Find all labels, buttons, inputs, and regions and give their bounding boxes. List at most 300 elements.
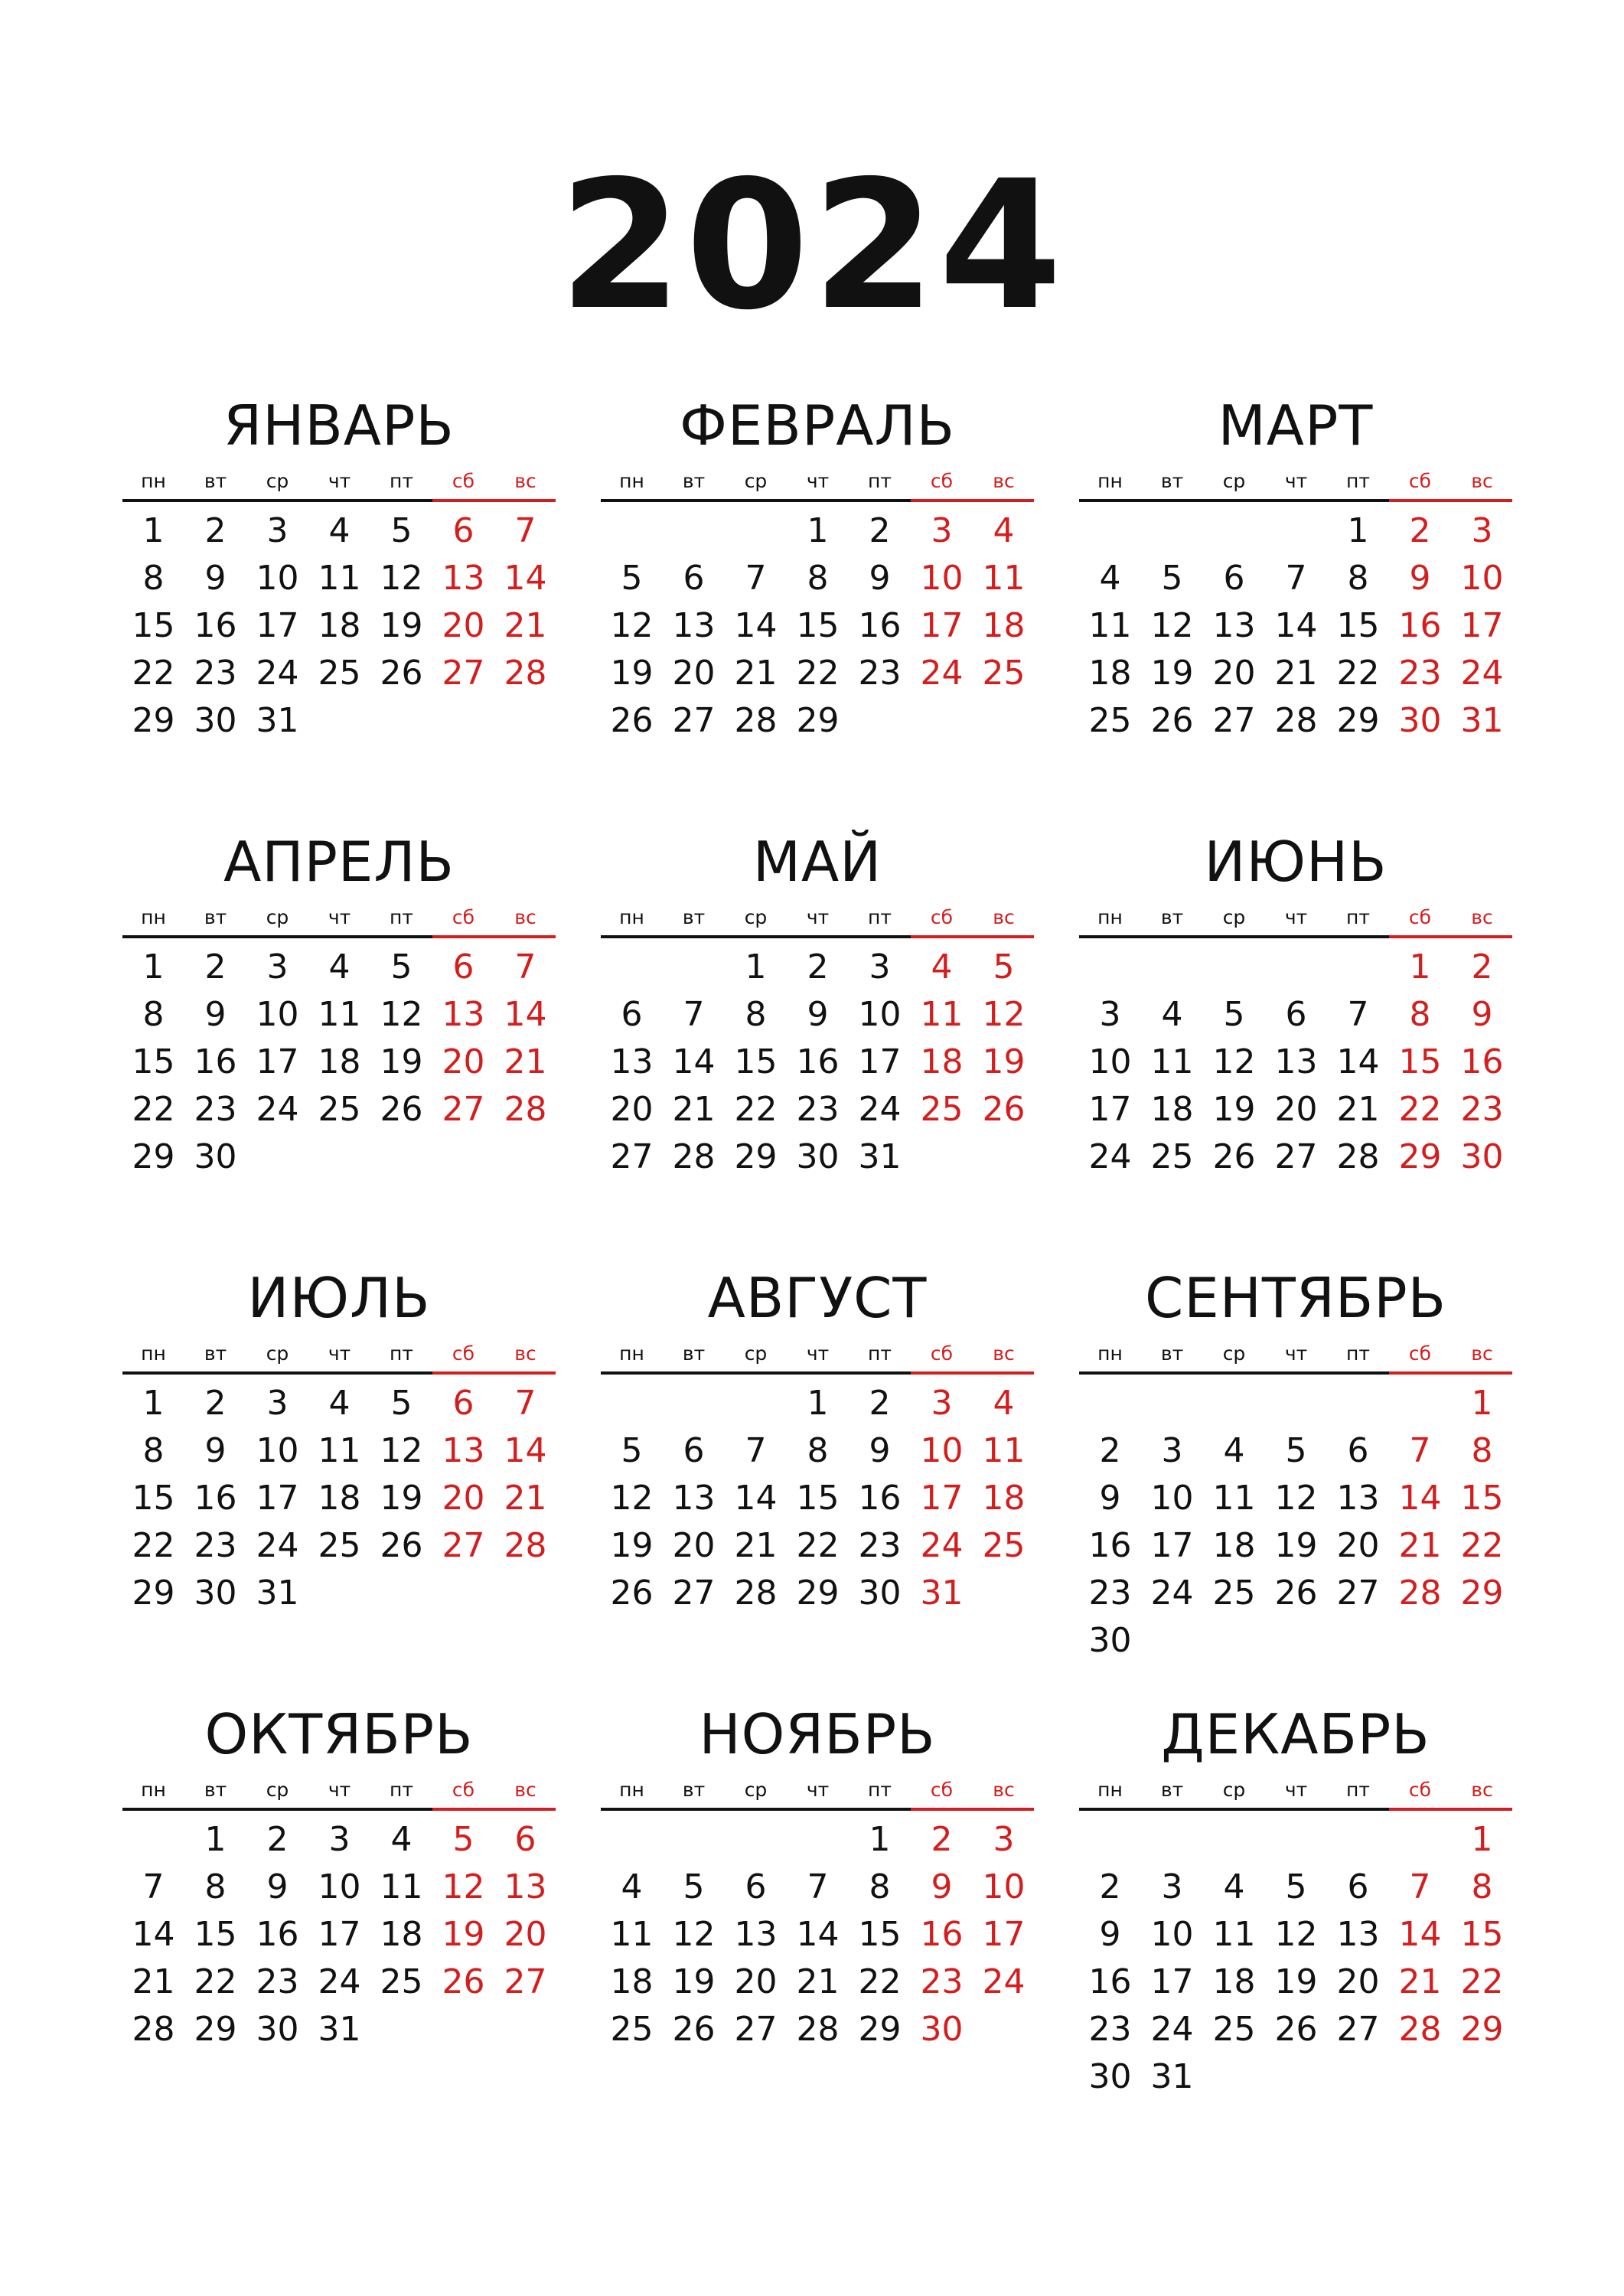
day-cell: 5	[390, 1384, 413, 1423]
day-cell: 25	[982, 1526, 1026, 1565]
day-cell: 1	[745, 947, 767, 987]
weekday-label: вс	[1471, 470, 1493, 492]
weekday-label: вс	[514, 1779, 536, 1801]
day-cell: 21	[1398, 1962, 1442, 2001]
weekday-label: пн	[1097, 470, 1123, 492]
day-cell: 7	[514, 511, 536, 550]
day-cell: 5	[390, 511, 413, 550]
day-cell: 12	[380, 995, 423, 1034]
day-cell: 21	[504, 1042, 547, 1081]
weekday-label: ср	[266, 1342, 289, 1365]
weekday-label: пт	[1346, 1779, 1370, 1801]
day-cell: 30	[1460, 1137, 1504, 1176]
day-cell: 10	[256, 995, 299, 1034]
weekday-label: ср	[1222, 906, 1246, 928]
day-cell: 25	[610, 2010, 654, 2049]
day-cell: 16	[1088, 1962, 1132, 2001]
weekday-header	[1079, 468, 1512, 494]
weekday-label: пт	[390, 1779, 413, 1801]
day-cell: 10	[920, 1431, 964, 1470]
day-cell: 30	[1088, 2057, 1132, 2096]
day-cell: 14	[504, 559, 547, 598]
day-cell: 21	[1398, 1526, 1442, 1565]
month-block	[1079, 1266, 1531, 1668]
weekday-label: вт	[682, 470, 706, 492]
day-cell: 28	[734, 701, 778, 740]
day-cell: 22	[1460, 1526, 1504, 1565]
day-cell: 23	[1088, 2010, 1132, 2049]
day-cell: 7	[514, 947, 536, 987]
day-cell: 6	[621, 995, 643, 1034]
weekday-label: чт	[328, 906, 351, 928]
weekday-header	[1079, 905, 1512, 931]
day-cell: 31	[858, 1137, 902, 1176]
day-cell: 19	[380, 606, 423, 645]
weekend-divider	[432, 1808, 556, 1811]
day-cell: 24	[982, 1962, 1026, 2001]
day-cell: 16	[194, 1479, 237, 1518]
day-cell: 13	[1336, 1479, 1380, 1518]
day-cell: 8	[1471, 1431, 1493, 1470]
day-cell: 22	[1336, 654, 1380, 693]
day-cell: 10	[256, 559, 299, 598]
day-cell: 8	[142, 559, 165, 598]
weekday-label: ср	[744, 470, 768, 492]
day-cell: 1	[204, 1820, 227, 1859]
day-cell: 5	[993, 947, 1015, 987]
day-cell: 4	[1099, 559, 1121, 598]
weekday-label: вс	[514, 906, 536, 928]
day-cell: 27	[442, 1090, 485, 1129]
day-cell: 30	[858, 1574, 902, 1613]
day-cell: 14	[1274, 606, 1318, 645]
month-name: АПРЕЛЬ	[223, 830, 455, 894]
day-cell: 16	[1460, 1042, 1504, 1081]
weekday-label: вт	[1160, 906, 1184, 928]
day-cell: 3	[931, 511, 953, 550]
day-cell: 31	[920, 1574, 964, 1613]
day-cell: 13	[672, 606, 716, 645]
day-cell: 6	[1347, 1431, 1369, 1470]
day-cell: 8	[745, 995, 767, 1034]
day-cell: 15	[1460, 1915, 1504, 1954]
day-cell: 18	[380, 1915, 423, 1954]
day-cell: 6	[452, 511, 474, 550]
day-cell: 4	[931, 947, 953, 987]
day-cell: 28	[1398, 1574, 1442, 1613]
weekday-label: ср	[744, 1342, 768, 1365]
month-block	[601, 393, 1052, 796]
weekday-label: сб	[930, 1779, 954, 1801]
day-cell: 24	[920, 654, 964, 693]
day-cell: 28	[504, 1090, 547, 1129]
day-cell: 30	[796, 1137, 840, 1176]
day-cell: 26	[672, 2010, 716, 2049]
day-cell: 15	[132, 606, 175, 645]
day-cell: 20	[1336, 1526, 1380, 1565]
weekday-header	[122, 468, 556, 494]
day-cell: 10	[318, 1867, 361, 1906]
day-cell: 14	[132, 1915, 175, 1954]
day-cell: 15	[858, 1915, 902, 1954]
day-cell: 24	[1150, 1574, 1194, 1613]
month-block	[1079, 393, 1531, 796]
day-cell: 22	[132, 654, 175, 693]
day-cell: 5	[390, 947, 413, 987]
day-cell: 1	[142, 947, 165, 987]
day-cell: 29	[132, 1137, 175, 1176]
day-cell: 3	[993, 1820, 1015, 1859]
day-cell: 6	[745, 1867, 767, 1906]
day-cell: 2	[869, 1384, 891, 1423]
day-cell: 26	[1150, 701, 1194, 740]
weekday-label: чт	[1284, 1342, 1308, 1365]
weekday-label: пт	[390, 1342, 413, 1365]
day-cell: 20	[672, 1526, 716, 1565]
day-cell: 3	[931, 1384, 953, 1423]
day-cell: 27	[672, 1574, 716, 1613]
weekday-label: пт	[390, 470, 413, 492]
weekday-label: чт	[328, 470, 351, 492]
weekday-label: пт	[868, 1779, 892, 1801]
day-cell: 11	[1150, 1042, 1194, 1081]
day-cell: 25	[380, 1962, 423, 2001]
day-cell: 29	[1460, 2010, 1504, 2049]
weekday-label: пт	[1346, 470, 1370, 492]
weekday-label: пн	[619, 906, 644, 928]
day-cell: 17	[920, 1479, 964, 1518]
day-cell: 11	[982, 559, 1026, 598]
day-cell: 10	[982, 1867, 1026, 1906]
day-cell: 25	[318, 1090, 361, 1129]
day-cell: 6	[452, 1384, 474, 1423]
day-cell: 16	[1398, 606, 1442, 645]
day-cell: 27	[1274, 1137, 1318, 1176]
weekday-header	[601, 905, 1034, 931]
day-cell: 6	[1347, 1867, 1369, 1906]
day-cell: 14	[1336, 1042, 1380, 1081]
weekday-label: вт	[204, 470, 227, 492]
day-cell: 28	[132, 2010, 175, 2049]
day-cell: 4	[621, 1867, 643, 1906]
day-cell: 26	[380, 654, 423, 693]
day-cell: 5	[452, 1820, 474, 1859]
day-cell: 9	[1099, 1479, 1121, 1518]
day-cell: 12	[1212, 1042, 1256, 1081]
day-cell: 12	[380, 1431, 423, 1470]
day-cell: 18	[318, 1042, 361, 1081]
month-block	[601, 1266, 1052, 1668]
day-cell: 23	[920, 1962, 964, 2001]
day-cell: 15	[1336, 606, 1380, 645]
day-cell: 23	[1460, 1090, 1504, 1129]
day-cell: 8	[204, 1867, 227, 1906]
day-cell: 14	[1398, 1915, 1442, 1954]
weekday-label: пт	[1346, 1342, 1370, 1365]
day-cell: 13	[442, 1431, 485, 1470]
day-cell: 17	[858, 1042, 902, 1081]
weekend-divider	[432, 1371, 556, 1375]
day-cell: 2	[204, 947, 227, 987]
day-cell: 9	[1409, 559, 1431, 598]
weekday-header	[601, 1777, 1034, 1803]
day-cell: 19	[610, 654, 654, 693]
day-cell: 8	[1409, 995, 1431, 1034]
day-cell: 22	[132, 1090, 175, 1129]
weekday-label: вт	[1160, 1779, 1184, 1801]
day-cell: 27	[442, 1526, 485, 1565]
weekday-label: сб	[452, 1779, 475, 1801]
day-cell: 25	[318, 654, 361, 693]
day-cell: 8	[869, 1867, 891, 1906]
day-cell: 21	[504, 606, 547, 645]
day-cell: 20	[442, 606, 485, 645]
day-cell: 4	[390, 1820, 413, 1859]
weekend-divider	[432, 935, 556, 938]
day-cell: 12	[380, 559, 423, 598]
day-cell: 31	[256, 1574, 299, 1613]
day-cell: 29	[796, 701, 840, 740]
weekday-label: сб	[1408, 1779, 1432, 1801]
day-cell: 16	[194, 1042, 237, 1081]
weekday-label: чт	[1284, 1779, 1308, 1801]
day-cell: 24	[858, 1090, 902, 1129]
day-cell: 3	[266, 1384, 289, 1423]
day-cell: 21	[1274, 654, 1318, 693]
day-cell: 24	[256, 1090, 299, 1129]
weekday-label: вс	[1471, 1779, 1493, 1801]
month-block	[122, 830, 574, 1232]
day-cell: 26	[1212, 1137, 1256, 1176]
day-cell: 21	[504, 1479, 547, 1518]
month-name: ЯНВАРЬ	[223, 393, 455, 458]
day-cell: 19	[982, 1042, 1026, 1081]
weekday-label: пн	[1097, 1342, 1123, 1365]
day-cell: 29	[734, 1137, 778, 1176]
day-cell: 11	[318, 995, 361, 1034]
day-cell: 31	[256, 701, 299, 740]
day-cell: 9	[869, 1431, 891, 1470]
day-cell: 30	[194, 1574, 237, 1613]
day-cell: 18	[318, 1479, 361, 1518]
weekday-header	[122, 1341, 556, 1367]
day-cell: 27	[734, 2010, 778, 2049]
day-cell: 5	[621, 559, 643, 598]
weekend-divider	[1389, 935, 1512, 938]
year-title: 2024	[559, 142, 1065, 349]
weekday-label: ср	[266, 470, 289, 492]
day-cell: 10	[256, 1431, 299, 1470]
day-cell: 28	[796, 2010, 840, 2049]
month-block	[1079, 1702, 1531, 2105]
weekday-label: чт	[806, 906, 830, 928]
weekday-label: вс	[993, 1342, 1015, 1365]
day-cell: 25	[920, 1090, 964, 1129]
day-cell: 13	[672, 1479, 716, 1518]
day-cell: 2	[266, 1820, 289, 1859]
day-cell: 25	[982, 654, 1026, 693]
day-cell: 3	[1161, 1431, 1183, 1470]
day-cell: 24	[1150, 2010, 1194, 2049]
day-cell: 5	[1285, 1431, 1307, 1470]
day-cell: 21	[734, 1526, 778, 1565]
day-cell: 12	[982, 995, 1026, 1034]
day-cell: 18	[610, 1962, 654, 2001]
day-cell: 27	[504, 1962, 547, 2001]
day-cell: 27	[442, 654, 485, 693]
day-cell: 15	[796, 1479, 840, 1518]
month-name: МАЙ	[752, 830, 882, 894]
weekday-label: пт	[868, 1342, 892, 1365]
day-cell: 4	[328, 511, 351, 550]
day-cell: 23	[1088, 1574, 1132, 1613]
day-cell: 14	[504, 1431, 547, 1470]
day-cell: 18	[318, 606, 361, 645]
day-cell: 27	[1336, 1574, 1380, 1613]
weekday-header	[1079, 1777, 1512, 1803]
day-cell: 15	[194, 1915, 237, 1954]
day-cell: 21	[1336, 1090, 1380, 1129]
day-cell: 16	[1088, 1526, 1132, 1565]
day-cell: 13	[1274, 1042, 1318, 1081]
day-cell: 2	[1409, 511, 1431, 550]
day-cell: 13	[734, 1915, 778, 1954]
day-cell: 19	[442, 1915, 485, 1954]
day-cell: 27	[672, 701, 716, 740]
day-cell: 17	[256, 1042, 299, 1081]
weekday-label: пн	[619, 1342, 644, 1365]
day-cell: 19	[610, 1526, 654, 1565]
weekday-label: чт	[1284, 906, 1308, 928]
weekday-header	[122, 1777, 556, 1803]
weekday-label: пт	[1346, 906, 1370, 928]
day-cell: 7	[1409, 1867, 1431, 1906]
weekday-label: пн	[1097, 1779, 1123, 1801]
weekday-label: сб	[1408, 906, 1432, 928]
day-cell: 19	[380, 1479, 423, 1518]
day-cell: 13	[504, 1867, 547, 1906]
day-cell: 9	[869, 559, 891, 598]
day-cell: 12	[610, 1479, 654, 1518]
day-cell: 29	[194, 2010, 237, 2049]
day-cell: 18	[982, 1479, 1026, 1518]
day-cell: 19	[672, 1962, 716, 2001]
weekday-label: сб	[930, 1342, 954, 1365]
day-cell: 11	[1212, 1915, 1256, 1954]
day-cell: 16	[194, 606, 237, 645]
weekday-header	[1079, 1341, 1512, 1367]
day-cell: 9	[1099, 1915, 1121, 1954]
day-cell: 25	[1088, 701, 1132, 740]
day-cell: 24	[1088, 1137, 1132, 1176]
day-cell: 7	[1409, 1431, 1431, 1470]
day-cell: 10	[1088, 1042, 1132, 1081]
day-cell: 17	[1460, 606, 1504, 645]
day-cell: 10	[858, 995, 902, 1034]
day-cell: 17	[256, 1479, 299, 1518]
day-cell: 19	[1212, 1090, 1256, 1129]
day-cell: 7	[745, 559, 767, 598]
day-cell: 22	[1398, 1090, 1442, 1129]
day-cell: 26	[380, 1090, 423, 1129]
day-cell: 30	[1088, 1621, 1132, 1660]
day-cell: 14	[734, 606, 778, 645]
day-cell: 6	[683, 1431, 705, 1470]
day-cell: 24	[318, 1962, 361, 2001]
day-cell: 6	[683, 559, 705, 598]
day-cell: 20	[1336, 1962, 1380, 2001]
day-cell: 17	[920, 606, 964, 645]
day-cell: 7	[1347, 995, 1369, 1034]
day-cell: 24	[256, 654, 299, 693]
day-cell: 21	[672, 1090, 716, 1129]
day-cell: 9	[204, 995, 227, 1034]
month-block	[601, 1702, 1052, 2105]
day-cell: 18	[982, 606, 1026, 645]
day-cell: 2	[1099, 1431, 1121, 1470]
day-cell: 5	[1223, 995, 1245, 1034]
weekday-label: сб	[930, 906, 954, 928]
day-cell: 22	[132, 1526, 175, 1565]
day-cell: 3	[328, 1820, 351, 1859]
day-cell: 7	[514, 1384, 536, 1423]
weekday-label: вт	[204, 906, 227, 928]
month-name: ИЮНЬ	[1204, 830, 1388, 894]
weekday-label: вт	[1160, 470, 1184, 492]
weekday-label: чт	[806, 1342, 830, 1365]
day-cell: 15	[734, 1042, 778, 1081]
weekday-label: вс	[1471, 1342, 1493, 1365]
day-cell: 20	[734, 1962, 778, 2001]
weekend-divider	[1389, 1808, 1512, 1811]
day-cell: 3	[869, 947, 891, 987]
month-block	[601, 830, 1052, 1232]
day-cell: 21	[796, 1962, 840, 2001]
day-cell: 21	[734, 654, 778, 693]
day-cell: 28	[1336, 1137, 1380, 1176]
day-cell: 23	[256, 1962, 299, 2001]
weekday-label: сб	[1408, 470, 1432, 492]
weekday-label: сб	[1408, 1342, 1432, 1365]
weekday-label: вс	[1471, 906, 1493, 928]
weekend-divider	[1389, 499, 1512, 502]
day-cell: 2	[1099, 1867, 1121, 1906]
month-block	[122, 1266, 574, 1668]
day-cell: 5	[621, 1431, 643, 1470]
day-cell: 1	[1347, 511, 1369, 550]
weekday-header	[601, 1341, 1034, 1367]
day-cell: 11	[318, 1431, 361, 1470]
day-cell: 16	[858, 1479, 902, 1518]
day-cell: 8	[807, 1431, 829, 1470]
day-cell: 15	[132, 1479, 175, 1518]
day-cell: 28	[504, 1526, 547, 1565]
day-cell: 2	[204, 1384, 227, 1423]
day-cell: 31	[1150, 2057, 1194, 2096]
day-cell: 4	[1223, 1431, 1245, 1470]
day-cell: 22	[1460, 1962, 1504, 2001]
weekday-label: чт	[806, 470, 830, 492]
weekday-label: чт	[806, 1779, 830, 1801]
day-cell: 31	[318, 2010, 361, 2049]
day-cell: 20	[442, 1042, 485, 1081]
day-cell: 30	[194, 1137, 237, 1176]
day-cell: 11	[1212, 1479, 1256, 1518]
day-cell: 25	[1212, 2010, 1256, 2049]
day-cell: 11	[610, 1915, 654, 1954]
day-cell: 27	[1212, 701, 1256, 740]
day-cell: 28	[504, 654, 547, 693]
